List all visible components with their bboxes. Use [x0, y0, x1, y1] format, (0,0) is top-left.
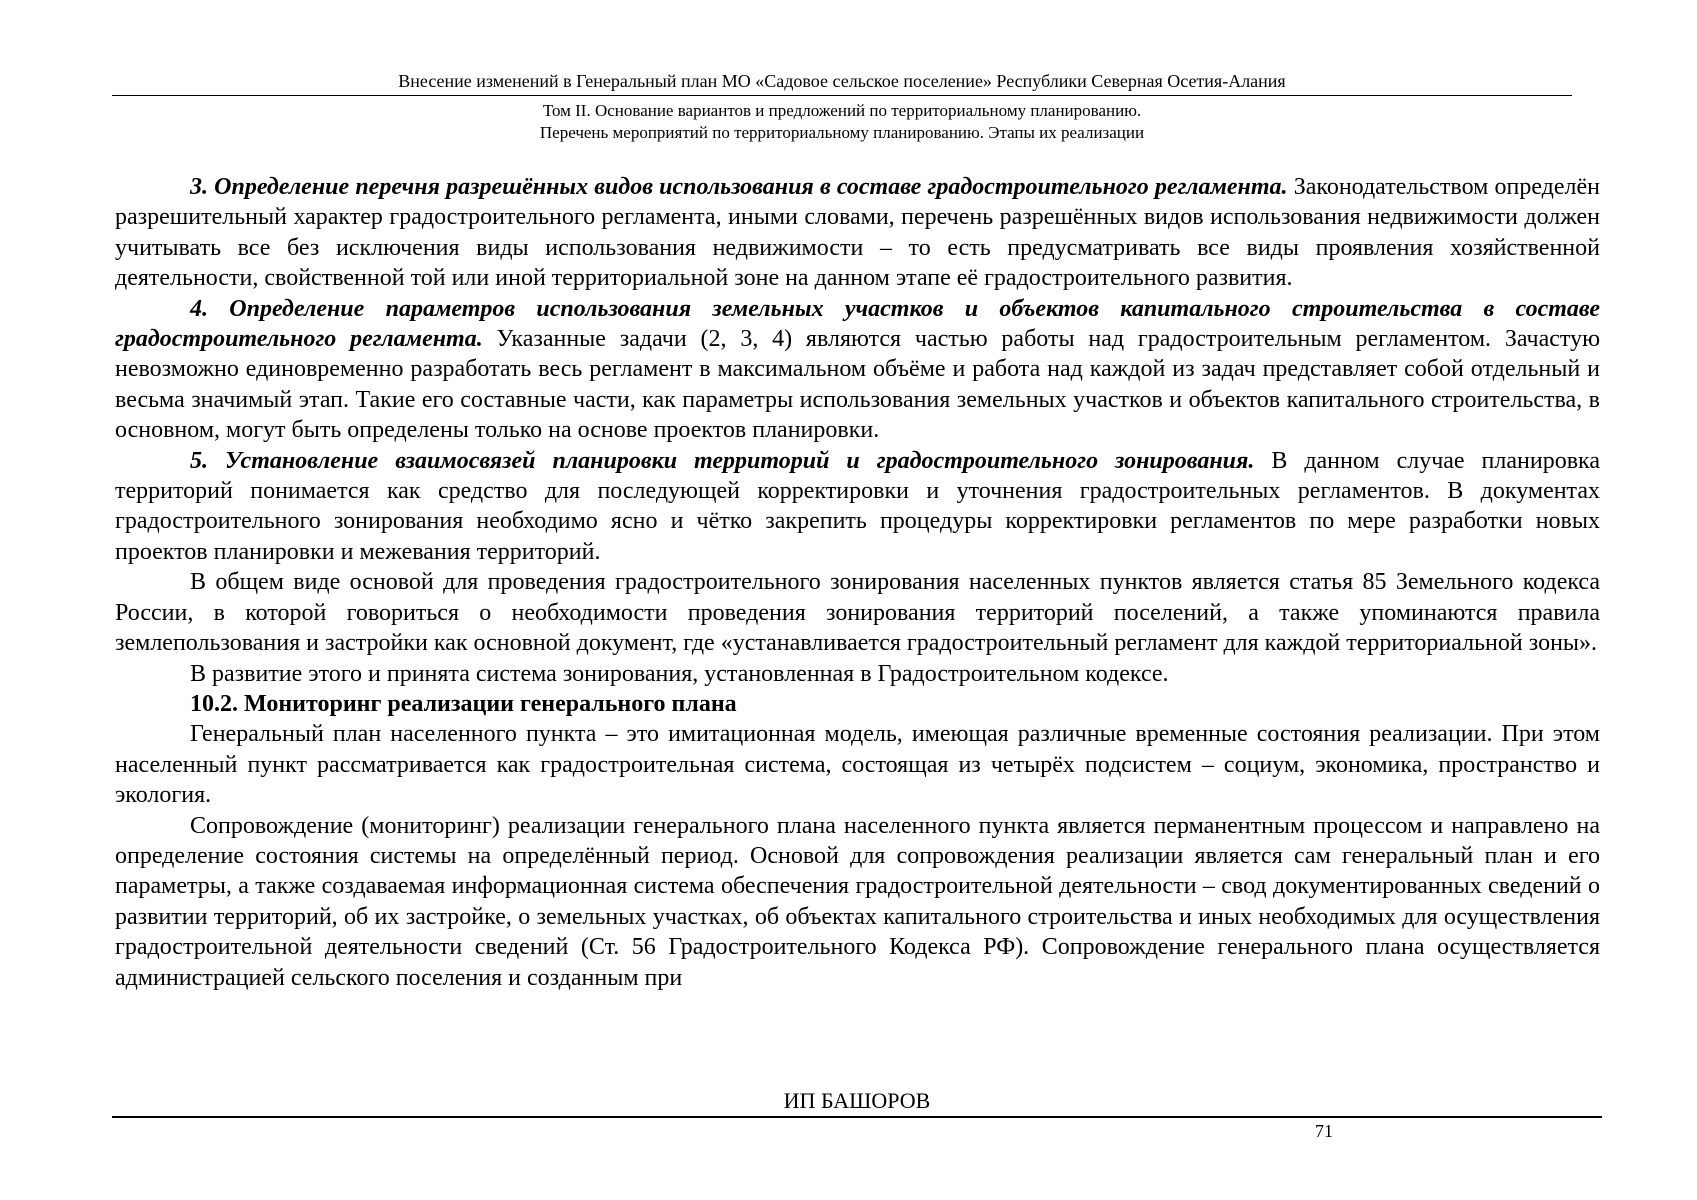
page-header — [112, 70, 1572, 144]
paragraph-monitoring: Сопровождение (мониторинг) реализации генерального плана населенного пункта является перманентным процессом и направлено на определение состояния системы на определённый период. Основой для сопровождения реализации является сам генеральный план и его параметры, а также создаваемая информационная система обеспечения градостроительной деятельности – свод документированных сведений о развитии территорий, об их застройке, о земельных участках, об объектах капитального строительства и иных необходимых для осуществления градостроительной деятельности сведений (Ст. 56 Градостроительного Кодекса РФ). Сопровождение генерального плана осуществляется администрацией сельского поселения и созданным при — [115, 812, 1600, 991]
section-heading: 10.2. Мониторинг реализации генерального плана — [190, 690, 737, 717]
paragraph-lead: 4. Определение параметров использования земельных участков и объектов капитального строительства в составе градостроительного регламента. — [115, 295, 1600, 353]
paragraph-lead: 5. Установление взаимосвязей планировки территорий и градостроительного зонирования. — [190, 447, 1255, 474]
paragraph-item-4 — [115, 294, 1600, 446]
paragraph-item-3 — [115, 172, 1600, 294]
document-title: Внесение изменений в Генеральный план МО «Садовое сельское поселение» Республики Северная Осетия-Алания — [112, 70, 1572, 96]
company-name: ИП БАШОРОВ — [112, 1088, 1602, 1118]
paragraph-text: В данном случае планировка территорий понимается как средство для последующей корректировки и уточнения градостроительных регламентов. В документах градостроительного зонирования необходимо ясно и чётко закрепить процедуры корректировки регламентов по мере разработки новых проектов планировки и межевания территорий. — [115, 447, 1601, 565]
document-body — [115, 172, 1600, 993]
volume-title: Том II. Основание вариантов и предложений по территориальному планированию. — [542, 101, 1142, 120]
paragraph-lead: 3. Определение перечня разрешённых видов использования в составе градостроительного регламента. — [190, 174, 1288, 200]
paragraph-text: Законодательством определён разрешительный характер градостроительного регламента, иными словами, перечень разрешённых видов использования недвижимости должен учитывать все без исключения виды использования недвижимости – то есть предусматривать все виды проявления хозяйственной деятельности, свойственной той или иной территориальной зоне на данном этапе её градостроительного развития. — [115, 174, 1600, 292]
paragraph-text: Указанные задачи (2, 3, 4) являются частью работы над градостроительным регламентом. Зачастую невозможно единовременно разработать весь регламент в максимальном объёме и работа над каждой из задач представляет собой отдельный и весьма значимый этап. Такие его составные части, как параметры использования земельных участков и объектов капитального строительства, в основном, могут быть определены только на основе проектов планировки. — [115, 326, 1601, 444]
paragraph-zoning-basis: В общем виде основой для проведения градостроительного зонирования населенных пунктов является статья 85 Земельного кодекса России, в которой говориться о необходимости проведения зонирования территорий поселений, а также упоминаются правила землепользования и застройки как основной документ, где «устанавливается градостроительный регламент для каждой территориальной зоны». — [115, 569, 1600, 657]
page-number: 71 — [1315, 1121, 1333, 1141]
paragraph-item-5 — [115, 446, 1600, 568]
paragraph-zoning-system: В развитие этого и принята система зонирования, установленная в Градостроительном кодексе. — [190, 660, 1169, 687]
page-footer — [112, 1088, 1602, 1141]
paragraph-general-plan-model: Генеральный план населенного пункта – это имитационная модель, имеющая различные временные состояния реализации. При этом населенный пункт рассматривается как градостроительная система, состоящая из четырёх подсистем – социум, экономика, пространство и экология. — [115, 721, 1600, 809]
section-title: Перечень мероприятий по территориальному планированию. Этапы их реализации — [539, 123, 1145, 142]
